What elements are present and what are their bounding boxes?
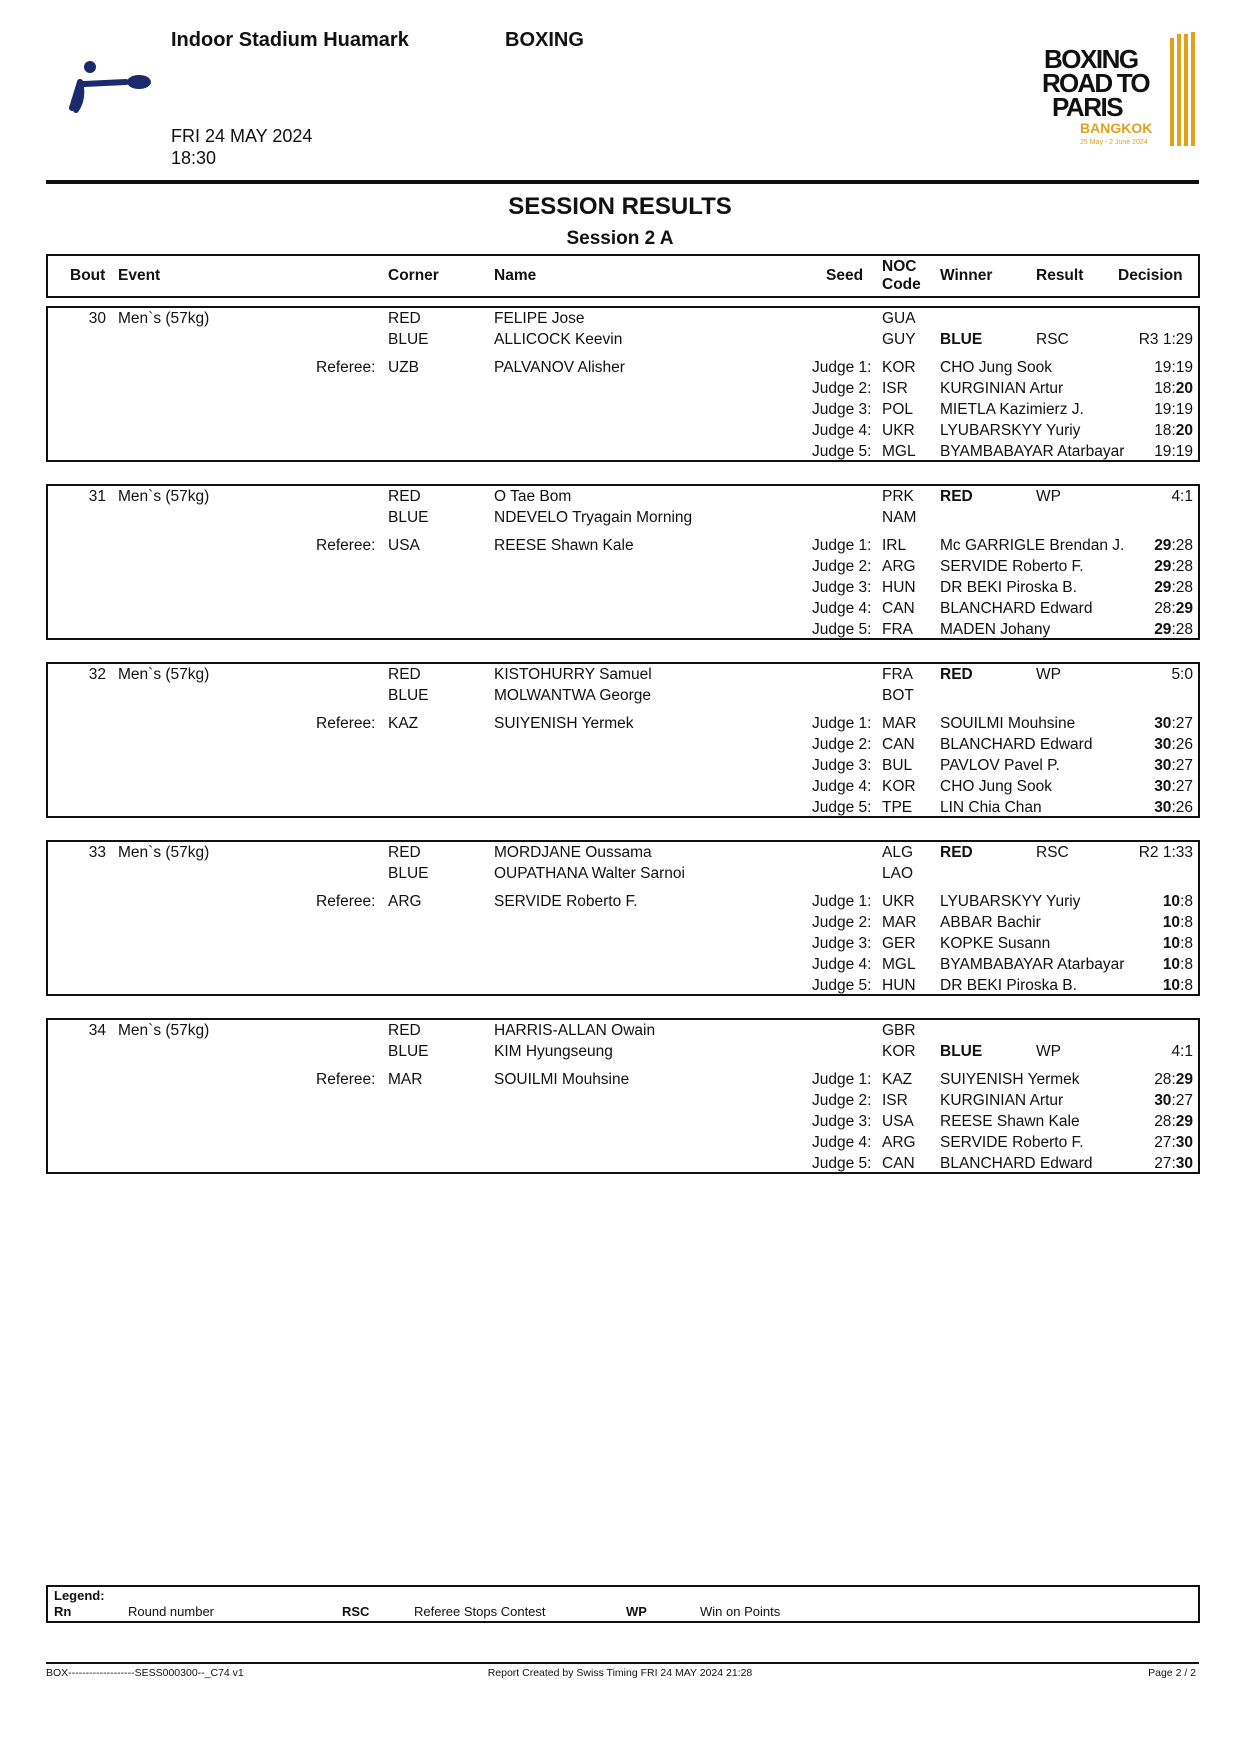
judge-score-red: 27 bbox=[1154, 1134, 1172, 1151]
col-decision: Decision bbox=[1118, 267, 1183, 284]
judge-noc: USA bbox=[882, 1113, 914, 1130]
judge-score bbox=[1154, 1092, 1193, 1110]
judge-name: SOUILMI Mouhsine bbox=[940, 715, 1076, 732]
referee-noc: MAR bbox=[388, 1071, 423, 1088]
judge-noc: ARG bbox=[882, 1134, 916, 1151]
judge-score bbox=[1163, 935, 1193, 953]
judge-name: PAVLOV Pavel P. bbox=[940, 757, 1060, 774]
judge-score bbox=[1154, 537, 1193, 555]
judge-noc: KOR bbox=[882, 778, 916, 795]
judge-noc: TPE bbox=[882, 799, 913, 816]
judge-score-red: 30 bbox=[1154, 778, 1172, 795]
event-name: Men`s (57kg) bbox=[118, 310, 210, 327]
red-noc-code: GUA bbox=[882, 310, 916, 327]
referee-noc: ARG bbox=[388, 893, 422, 910]
judge-label: Judge 1: bbox=[812, 537, 872, 554]
judge-score bbox=[1154, 1155, 1193, 1173]
legend-text-rn: Round number bbox=[128, 1604, 214, 1619]
judge-score-blue: 27 bbox=[1175, 715, 1193, 732]
event-name: Men`s (57kg) bbox=[118, 666, 210, 683]
judge-score-blue: 8 bbox=[1184, 914, 1193, 931]
winner: RED bbox=[940, 666, 973, 683]
score-separator: : bbox=[1171, 579, 1176, 596]
judge-noc: POL bbox=[882, 401, 914, 418]
judge-label: Judge 1: bbox=[812, 715, 872, 732]
judge-label: Judge 5: bbox=[812, 443, 872, 460]
col-result: Result bbox=[1036, 267, 1084, 284]
score-separator: : bbox=[1171, 401, 1176, 418]
sport-name: BOXING bbox=[505, 29, 584, 51]
judge-noc: ISR bbox=[882, 1092, 908, 1109]
judge-name: Mc GARRIGLE Brendan J. bbox=[940, 537, 1125, 554]
judge-score-red: 30 bbox=[1154, 715, 1172, 732]
judge-score-blue: 26 bbox=[1175, 736, 1193, 753]
bout-block bbox=[46, 840, 1200, 996]
red-athlete-name: HARRIS-ALLAN Owain bbox=[494, 1022, 656, 1039]
red-athlete-name: FELIPE Jose bbox=[494, 310, 585, 327]
referee-label: Referee: bbox=[316, 359, 376, 376]
col-bout: Bout bbox=[70, 267, 106, 284]
judge-noc: BUL bbox=[882, 757, 913, 774]
judge-noc: CAN bbox=[882, 600, 915, 617]
judge-name: DR BEKI Piroska B. bbox=[940, 977, 1077, 994]
referee-name: SOUILMI Mouhsine bbox=[494, 1071, 630, 1088]
judge-noc: CAN bbox=[882, 736, 915, 753]
referee-name: PALVANOV Alisher bbox=[494, 359, 625, 376]
decision: 4:1 bbox=[1171, 488, 1193, 505]
judge-score bbox=[1163, 893, 1193, 911]
red-athlete-name: MORDJANE Oussama bbox=[494, 844, 652, 861]
judge-label: Judge 4: bbox=[812, 600, 872, 617]
blue-athlete-name: NDEVELO Tryagain Morning bbox=[494, 509, 693, 526]
blue-corner-label: BLUE bbox=[388, 687, 429, 704]
judge-name: KURGINIAN Artur bbox=[940, 1092, 1064, 1109]
judge-noc: ISR bbox=[882, 380, 908, 397]
score-separator: : bbox=[1171, 380, 1176, 397]
score-separator: : bbox=[1171, 1155, 1176, 1172]
judge-score bbox=[1154, 422, 1193, 440]
winner: BLUE bbox=[940, 1043, 983, 1060]
event-name: Men`s (57kg) bbox=[118, 488, 210, 505]
judge-label: Judge 3: bbox=[812, 935, 872, 952]
judge-name: CHO Jung Sook bbox=[940, 778, 1052, 795]
judge-name: SERVIDE Roberto F. bbox=[940, 558, 1084, 575]
judge-score-red: 10 bbox=[1162, 977, 1181, 994]
judge-score bbox=[1154, 757, 1193, 775]
score-separator: : bbox=[1171, 1071, 1176, 1088]
footer-divider bbox=[46, 1662, 1199, 1664]
judge-label: Judge 5: bbox=[812, 799, 872, 816]
red-corner-label: RED bbox=[388, 666, 421, 683]
judge-score-red: 30 bbox=[1154, 736, 1172, 753]
judge-score-blue: 30 bbox=[1175, 1155, 1193, 1172]
decision: R3 1:29 bbox=[1138, 331, 1193, 348]
judge-name: BLANCHARD Edward bbox=[940, 1155, 1093, 1172]
judge-score-red: 10 bbox=[1162, 935, 1181, 952]
col-winner: Winner bbox=[940, 267, 993, 284]
score-separator: : bbox=[1171, 778, 1176, 795]
judge-score-blue: 28 bbox=[1175, 537, 1193, 554]
judge-noc: HUN bbox=[882, 579, 916, 596]
logo-line5: 25 May - 2 June 2024 bbox=[1080, 139, 1148, 146]
judge-name: DR BEKI Piroska B. bbox=[940, 579, 1077, 596]
judge-score-blue: 8 bbox=[1184, 935, 1193, 952]
judge-score-blue: 20 bbox=[1175, 380, 1193, 397]
event-name: Men`s (57kg) bbox=[118, 1022, 210, 1039]
col-event: Event bbox=[118, 267, 161, 284]
referee-label: Referee: bbox=[316, 715, 376, 732]
blue-corner-label: BLUE bbox=[388, 865, 429, 882]
judge-label: Judge 4: bbox=[812, 422, 872, 439]
legend-text-rsc: Referee Stops Contest bbox=[414, 1604, 546, 1619]
column-header-row bbox=[46, 254, 1200, 298]
result: WP bbox=[1036, 488, 1061, 505]
footer-report-code: BOX-------------------SESS000300--_C74 v1 bbox=[46, 1667, 244, 1679]
judge-score-red: 28 bbox=[1154, 600, 1172, 617]
judge-noc: ARG bbox=[882, 558, 916, 575]
judge-noc: CAN bbox=[882, 1155, 915, 1172]
score-separator: : bbox=[1171, 715, 1176, 732]
logo-line3: PARIS bbox=[1052, 92, 1123, 122]
logo-line1: BOXING bbox=[1044, 44, 1138, 74]
judge-label: Judge 4: bbox=[812, 778, 872, 795]
judge-score-red: 29 bbox=[1154, 537, 1172, 554]
score-separator: : bbox=[1171, 359, 1176, 376]
decision: 4:1 bbox=[1171, 1043, 1193, 1060]
judge-score-red: 28 bbox=[1154, 1113, 1172, 1130]
judge-score-blue: 27 bbox=[1175, 1092, 1193, 1109]
blue-corner-label: BLUE bbox=[388, 1043, 429, 1060]
judge-score-blue: 28 bbox=[1175, 558, 1193, 575]
score-separator: : bbox=[1171, 736, 1176, 753]
score-separator: : bbox=[1180, 893, 1185, 910]
red-corner-label: RED bbox=[388, 844, 421, 861]
judge-score-red: 19 bbox=[1154, 401, 1172, 418]
score-separator: : bbox=[1171, 422, 1176, 439]
score-separator: : bbox=[1171, 621, 1176, 638]
score-separator: : bbox=[1171, 600, 1176, 617]
judge-score bbox=[1154, 359, 1193, 377]
judge-score bbox=[1163, 977, 1193, 995]
judge-name: BLANCHARD Edward bbox=[940, 736, 1093, 753]
judge-score-blue: 8 bbox=[1184, 893, 1193, 910]
judge-label: Judge 4: bbox=[812, 1134, 872, 1151]
referee-noc: USA bbox=[388, 537, 420, 554]
winner: RED bbox=[940, 844, 973, 861]
judge-name: KOPKE Susann bbox=[940, 935, 1051, 952]
bout-number: 30 bbox=[88, 310, 106, 327]
judge-label: Judge 1: bbox=[812, 359, 872, 376]
judge-score bbox=[1154, 579, 1193, 597]
blue-athlete-name: ALLICOCK Keevin bbox=[494, 331, 623, 348]
referee-name: SERVIDE Roberto F. bbox=[494, 893, 638, 910]
bout-block bbox=[46, 484, 1200, 640]
judge-label: Judge 5: bbox=[812, 621, 872, 638]
judge-name: KURGINIAN Artur bbox=[940, 380, 1064, 397]
score-separator: : bbox=[1171, 757, 1176, 774]
judge-name: ABBAR Bachir bbox=[940, 914, 1041, 931]
judge-noc: MGL bbox=[882, 443, 916, 460]
blue-noc-code: KOR bbox=[882, 1043, 916, 1060]
judge-noc: MAR bbox=[882, 914, 917, 931]
judge-label: Judge 3: bbox=[812, 757, 872, 774]
judge-score-blue: 26 bbox=[1175, 799, 1193, 816]
col-noc: NOC bbox=[882, 258, 917, 275]
red-athlete-name: O Tae Bom bbox=[494, 488, 572, 505]
blue-noc-code: GUY bbox=[882, 331, 916, 348]
judge-score-blue: 29 bbox=[1175, 1113, 1193, 1130]
judge-name: SERVIDE Roberto F. bbox=[940, 1134, 1084, 1151]
judge-score bbox=[1154, 401, 1193, 419]
score-separator: : bbox=[1171, 1113, 1176, 1130]
score-separator: : bbox=[1171, 1134, 1176, 1151]
judge-score-red: 19 bbox=[1154, 359, 1172, 376]
referee-label: Referee: bbox=[316, 537, 376, 554]
judge-name: CHO Jung Sook bbox=[940, 359, 1052, 376]
judge-score-red: 27 bbox=[1154, 1155, 1172, 1172]
judge-name: BYAMBABAYAR Atarbayar bbox=[940, 956, 1125, 973]
referee-name: SUIYENISH Yermek bbox=[494, 715, 634, 732]
judge-score bbox=[1163, 914, 1193, 932]
score-separator: : bbox=[1171, 558, 1176, 575]
winner: BLUE bbox=[940, 331, 983, 348]
referee-noc: UZB bbox=[388, 359, 419, 376]
col-noc-code: Code bbox=[882, 276, 921, 293]
judge-score bbox=[1154, 600, 1193, 618]
judge-score-blue: 29 bbox=[1175, 600, 1193, 617]
judge-score bbox=[1154, 380, 1193, 398]
judge-score-red: 18 bbox=[1154, 422, 1172, 439]
blue-corner-label: BLUE bbox=[388, 509, 429, 526]
judge-noc: MGL bbox=[882, 956, 916, 973]
judge-label: Judge 5: bbox=[812, 977, 872, 994]
judge-label: Judge 2: bbox=[812, 1092, 872, 1109]
blue-noc-code: BOT bbox=[882, 687, 914, 704]
session-time: 18:30 bbox=[171, 148, 217, 168]
judge-label: Judge 1: bbox=[812, 1071, 872, 1088]
judge-noc: HUN bbox=[882, 977, 916, 994]
judge-label: Judge 5: bbox=[812, 1155, 872, 1172]
report-title: SESSION RESULTS bbox=[508, 193, 732, 220]
judge-score-red: 18 bbox=[1154, 380, 1172, 397]
score-separator: : bbox=[1171, 799, 1176, 816]
legend bbox=[46, 1585, 1200, 1623]
red-noc-code: ALG bbox=[882, 844, 914, 861]
boxing-road-to-paris-logo bbox=[1040, 32, 1200, 152]
event-name: Men`s (57kg) bbox=[118, 844, 210, 861]
col-seed: Seed bbox=[826, 267, 864, 284]
judge-name: LIN Chia Chan bbox=[940, 799, 1042, 816]
score-separator: : bbox=[1180, 914, 1185, 931]
blue-athlete-name: MOLWANTWA George bbox=[494, 687, 652, 704]
winner: RED bbox=[940, 488, 973, 505]
score-separator: : bbox=[1171, 443, 1176, 460]
legend-code-wp: WP bbox=[626, 1604, 647, 1619]
venue-name: Indoor Stadium Huamark bbox=[171, 29, 409, 51]
judge-score-red: 29 bbox=[1154, 579, 1172, 596]
result: WP bbox=[1036, 1043, 1061, 1060]
judge-name: LYUBARSKYY Yuriy bbox=[940, 893, 1081, 910]
judge-noc: GER bbox=[882, 935, 916, 952]
legend-code-rsc: RSC bbox=[342, 1604, 370, 1619]
blue-noc-code: LAO bbox=[882, 865, 914, 882]
bout-number: 31 bbox=[88, 488, 106, 505]
judge-score-blue: 27 bbox=[1175, 757, 1193, 774]
judge-score bbox=[1154, 778, 1193, 796]
legend-text-wp: Win on Points bbox=[700, 1604, 781, 1619]
judge-score-red: 30 bbox=[1154, 1092, 1172, 1109]
red-noc-code: FRA bbox=[882, 666, 913, 683]
bout-block bbox=[46, 662, 1200, 818]
judge-label: Judge 4: bbox=[812, 956, 872, 973]
red-noc-code: PRK bbox=[882, 488, 914, 505]
legend-code-rn: Rn bbox=[54, 1604, 72, 1619]
result: RSC bbox=[1036, 331, 1069, 348]
judge-label: Judge 1: bbox=[812, 893, 872, 910]
bout-block bbox=[46, 306, 1200, 462]
session-date: FRI 24 MAY 2024 bbox=[171, 126, 313, 146]
judge-score bbox=[1163, 956, 1193, 974]
score-separator: : bbox=[1180, 935, 1185, 952]
judge-noc: FRA bbox=[882, 621, 913, 638]
judge-label: Judge 2: bbox=[812, 914, 872, 931]
judge-label: Judge 3: bbox=[812, 401, 872, 418]
col-corner: Corner bbox=[388, 267, 439, 284]
judge-score-blue: 30 bbox=[1175, 1134, 1193, 1151]
judge-score-blue: 19 bbox=[1175, 359, 1193, 376]
bout-block bbox=[46, 1018, 1200, 1174]
red-corner-label: RED bbox=[388, 310, 421, 327]
referee-label: Referee: bbox=[316, 1071, 376, 1088]
referee-name: REESE Shawn Kale bbox=[494, 537, 634, 554]
judge-name: BYAMBABAYAR Atarbayar bbox=[940, 443, 1125, 460]
judge-score bbox=[1154, 715, 1193, 733]
judge-score-blue: 28 bbox=[1175, 579, 1193, 596]
judge-score-red: 29 bbox=[1154, 621, 1172, 638]
judge-noc: UKR bbox=[882, 422, 915, 439]
col-name: Name bbox=[494, 267, 537, 284]
judge-label: Judge 2: bbox=[812, 380, 872, 397]
judge-score-blue: 8 bbox=[1184, 956, 1193, 973]
blue-athlete-name: OUPATHANA Walter Sarnoi bbox=[494, 865, 685, 882]
judge-label: Judge 2: bbox=[812, 558, 872, 575]
judge-score-blue: 27 bbox=[1175, 778, 1193, 795]
judge-score-blue: 19 bbox=[1175, 401, 1193, 418]
judge-score-red: 10 bbox=[1162, 956, 1181, 973]
judge-score-blue: 19 bbox=[1175, 443, 1193, 460]
boxing-pictogram-icon bbox=[64, 58, 164, 114]
judge-score-blue: 28 bbox=[1175, 621, 1193, 638]
judge-name: SUIYENISH Yermek bbox=[940, 1071, 1080, 1088]
judge-score bbox=[1154, 1071, 1193, 1089]
judge-score-red: 30 bbox=[1154, 757, 1172, 774]
legend-title: Legend: bbox=[54, 1588, 105, 1603]
blue-corner-label: BLUE bbox=[388, 331, 429, 348]
judge-name: BLANCHARD Edward bbox=[940, 600, 1093, 617]
red-corner-label: RED bbox=[388, 488, 421, 505]
result: WP bbox=[1036, 666, 1061, 683]
footer-created-by: Report Created by Swiss Timing FRI 24 MAY 2024 21:28 bbox=[487, 1667, 753, 1679]
judge-score bbox=[1154, 1134, 1193, 1152]
red-athlete-name: KISTOHURRY Samuel bbox=[494, 666, 652, 683]
score-separator: : bbox=[1180, 956, 1185, 973]
judge-name: REESE Shawn Kale bbox=[940, 1113, 1080, 1130]
red-corner-label: RED bbox=[388, 1022, 421, 1039]
judge-score-red: 10 bbox=[1162, 893, 1181, 910]
judge-noc: UKR bbox=[882, 893, 915, 910]
judge-score-red: 30 bbox=[1154, 799, 1172, 816]
judge-name: MADEN Johany bbox=[940, 621, 1051, 638]
judge-score-blue: 20 bbox=[1175, 422, 1193, 439]
judge-noc: KOR bbox=[882, 359, 916, 376]
judge-label: Judge 3: bbox=[812, 1113, 872, 1130]
judge-score bbox=[1154, 1113, 1193, 1131]
judge-score bbox=[1154, 621, 1193, 639]
judge-score-red: 10 bbox=[1162, 914, 1181, 931]
judge-score bbox=[1154, 443, 1193, 461]
judge-label: Judge 2: bbox=[812, 736, 872, 753]
score-separator: : bbox=[1171, 1092, 1176, 1109]
judge-score-blue: 29 bbox=[1175, 1071, 1193, 1088]
blue-athlete-name: KIM Hyungseung bbox=[494, 1043, 613, 1060]
judge-score bbox=[1154, 558, 1193, 576]
header-divider bbox=[46, 180, 1199, 184]
referee-noc: KAZ bbox=[388, 715, 419, 732]
logo-line4: BANGKOK bbox=[1080, 120, 1153, 136]
judge-score bbox=[1154, 736, 1193, 754]
referee-label: Referee: bbox=[316, 893, 376, 910]
decision: 5:0 bbox=[1171, 666, 1193, 683]
result: RSC bbox=[1036, 844, 1069, 861]
judge-score-red: 29 bbox=[1154, 558, 1172, 575]
footer-page-number: Page 2 / 2 bbox=[1148, 1667, 1196, 1679]
decision: R2 1:33 bbox=[1138, 844, 1193, 861]
judge-name: MIETLA Kazimierz J. bbox=[940, 401, 1084, 418]
blue-noc-code: NAM bbox=[882, 509, 917, 526]
judge-noc: KAZ bbox=[882, 1071, 913, 1088]
judge-noc: IRL bbox=[882, 537, 907, 554]
judge-label: Judge 3: bbox=[812, 579, 872, 596]
logo-line2: ROAD TO bbox=[1042, 68, 1149, 98]
judge-name: LYUBARSKYY Yuriy bbox=[940, 422, 1081, 439]
red-noc-code: GBR bbox=[882, 1022, 916, 1039]
score-separator: : bbox=[1171, 537, 1176, 554]
bout-number: 33 bbox=[88, 844, 106, 861]
judge-noc: MAR bbox=[882, 715, 917, 732]
score-separator: : bbox=[1180, 977, 1185, 994]
judge-score-blue: 8 bbox=[1184, 977, 1193, 994]
judge-score bbox=[1154, 799, 1193, 817]
judge-score-red: 28 bbox=[1154, 1071, 1172, 1088]
bout-number: 32 bbox=[88, 666, 106, 683]
session-subtitle: Session 2 A bbox=[566, 228, 674, 249]
judge-score-red: 19 bbox=[1154, 443, 1172, 460]
bout-number: 34 bbox=[88, 1022, 106, 1039]
